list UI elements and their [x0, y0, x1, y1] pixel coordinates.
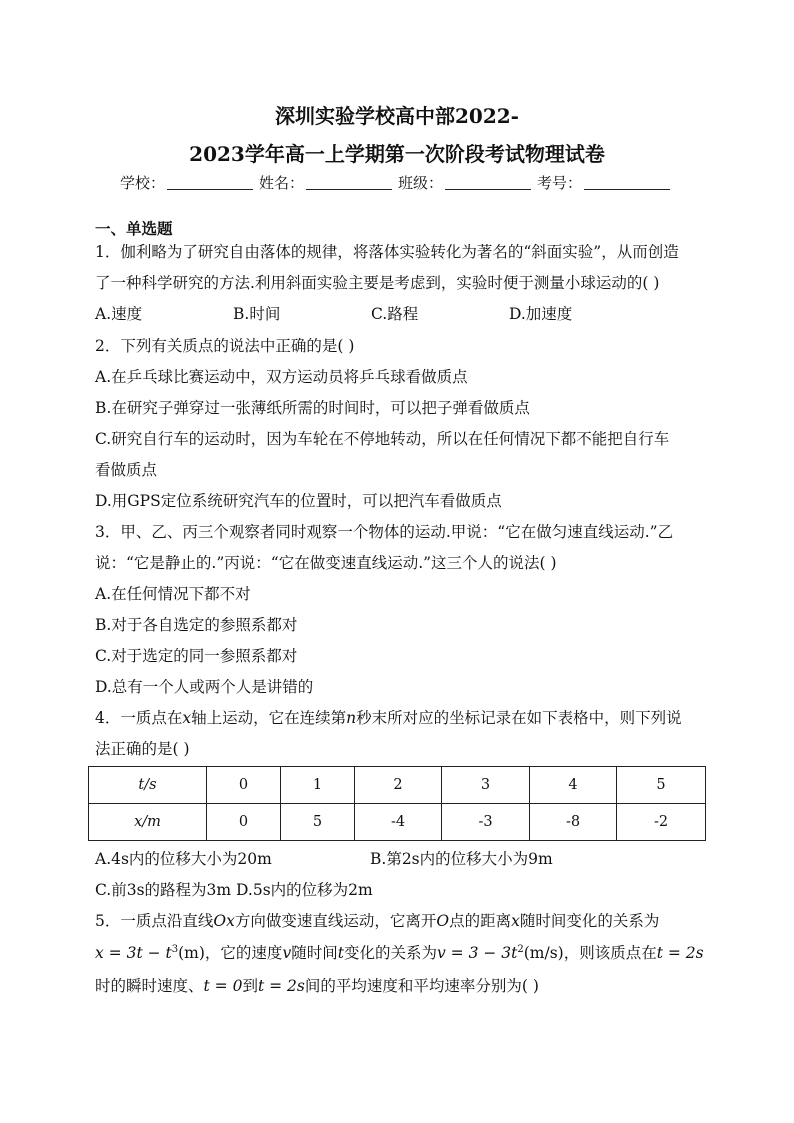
q3-option-c: C.对于选定的同一参照系都对 [95, 647, 298, 665]
q5-equation-v: v = 3 − 3t [436, 944, 518, 962]
table-cell: -3 [442, 804, 530, 841]
q3-line2: 说：“它是静止的.”丙说：“它在做变速直线运动.”这三个人的说法( ) [95, 554, 557, 572]
table-cell: 0 [207, 804, 281, 841]
q1-line1: 1．伽利略为了研究自由落体的规律，将落体实验转化为著名的“斜面实验”，从而创造 [95, 243, 679, 261]
q5-var-x: x [511, 912, 520, 930]
q5-text-j: 到 [242, 977, 258, 995]
q1-option-c: C.路程 [371, 305, 419, 323]
q5-equation-x: x = 3t − t [95, 944, 172, 962]
q2-option-d: D.用GPS定位系统研究汽车的位置时，可以把汽车看做质点 [95, 492, 502, 510]
q5-text-c: 点的距离 [449, 912, 512, 930]
q5-text-e: ，它的速度 [204, 944, 283, 962]
q5-line1 [95, 909, 659, 931]
q4-line1 [95, 706, 682, 728]
class-label: 班级： [398, 174, 444, 192]
q5-text-b: 方向做变速直线运动，它离开 [234, 912, 437, 930]
q1-options [95, 302, 572, 324]
q5-text-a: 5．一质点沿直线 [95, 912, 214, 930]
q3-option-a: A.在任何情况下都不对 [95, 585, 251, 603]
q4-var-x: x [182, 709, 192, 727]
exam-title-line2: 2023学年高一上学期第一次阶段考试物理试卷 [189, 142, 605, 166]
q5-text-d: 随时间变化的关系为 [519, 912, 660, 930]
table-cell: 5 [281, 804, 355, 841]
table-row-position [89, 804, 706, 841]
exam-no-field[interactable] [584, 175, 670, 190]
exam-title-line1: 深圳实验学校高中部2022- [275, 104, 519, 128]
table-cell: 3 [442, 767, 530, 804]
q5-line3 [95, 974, 539, 996]
table-cell: 1 [281, 767, 355, 804]
q5-text-i: 时的瞬时速度、 [95, 977, 204, 995]
q1-option-d: D.加速度 [509, 305, 573, 323]
table-row-time [89, 767, 706, 804]
q4-text-a: 4．一质点在 [95, 709, 183, 727]
q5-text-h: ，则该质点在 [563, 944, 657, 962]
q5-point-o: O [436, 912, 450, 930]
student-info-row [120, 172, 676, 193]
q4-options-cd: C.前3s的路程为3m D.5s内的位移为2m [95, 881, 373, 899]
q5-line2 [95, 941, 704, 963]
school-field[interactable] [167, 175, 253, 190]
q5-var-t: t [337, 944, 344, 962]
q2-option-c-line1: C.研究自行车的运动时，因为车轮在不停地转动，所以在任何情况下都不能把自行车 [95, 430, 670, 448]
q5-equation-v-unit: (m/s) [523, 944, 564, 962]
exam-no-label: 考号： [537, 174, 583, 192]
q5-text-f: 随时间 [291, 944, 338, 962]
q2-option-a: A.在乒乓球比赛运动中，双方运动员将乒乓球看做质点 [95, 368, 468, 386]
q5-text-g: 变化的关系为 [343, 944, 437, 962]
q4-options-ab [95, 847, 553, 869]
table-cell: -2 [617, 804, 706, 841]
table-header-x: x/m [89, 804, 207, 841]
q5-equation-t0: t = 0 [203, 977, 243, 995]
q2-stem: 2．下列有关质点的说法中正确的是( ) [95, 337, 355, 355]
q5-text-k: 间的平均速度和平均速率分别为( ) [304, 977, 539, 995]
section-title: 一、单选题 [95, 219, 173, 238]
table-cell: 2 [355, 767, 442, 804]
q5-var-v: v [282, 944, 292, 962]
table-cell: -4 [355, 804, 442, 841]
q1-line2: 了一种科学研究的方法.利用斜面实验主要是考虑到，实验时便于测量小球运动的( ) [95, 274, 660, 292]
table-header-t: t/s [89, 767, 207, 804]
school-label: 学校： [120, 174, 166, 192]
q5-equation-v-exp: 2 [517, 943, 524, 955]
q4-text-b: 轴上运动，它在连续第 [191, 709, 347, 727]
q5-equation-x-unit: (m) [178, 944, 205, 962]
q1-option-a: A.速度 [95, 305, 143, 323]
table-cell: 0 [207, 767, 281, 804]
q4-var-n: n [346, 709, 357, 727]
table-cell: -8 [530, 804, 617, 841]
q5-axis-ox: Ox [213, 912, 235, 930]
q5-equation-x-exp: 3 [171, 943, 179, 955]
table-cell: 5 [617, 767, 706, 804]
name-field[interactable] [306, 175, 392, 190]
q2-option-c-line2: 看做质点 [95, 461, 158, 479]
q4-option-b: B.第2s内的位移大小为9m [370, 850, 553, 868]
q4-text-c: 秒末所对应的坐标记录在如下表格中，则下列说 [356, 709, 682, 727]
q4-line2: 法正确的是( ) [95, 740, 190, 758]
q3-option-b: B.对于各自选定的参照系都对 [95, 616, 298, 634]
q3-option-d: D.总有一个人或两个人是讲错的 [95, 678, 314, 696]
q5-equation-t2b: t = 2s [257, 977, 305, 995]
q1-option-b: B.时间 [233, 305, 281, 323]
table-cell: 4 [530, 767, 617, 804]
q3-line1: 3．甲、乙、丙三个观察者同时观察一个物体的运动.甲说：“它在做匀速直线运动.”乙 [95, 523, 674, 541]
q2-option-b: B.在研究子弹穿过一张薄纸所需的时间时，可以把子弹看做质点 [95, 399, 530, 417]
q4-data-table [88, 766, 706, 841]
q4-option-a: A.4s内的位移大小为20m [95, 850, 272, 868]
name-label: 姓名： [259, 174, 305, 192]
q5-equation-t2: t = 2s [656, 944, 704, 962]
class-field[interactable] [445, 175, 531, 190]
